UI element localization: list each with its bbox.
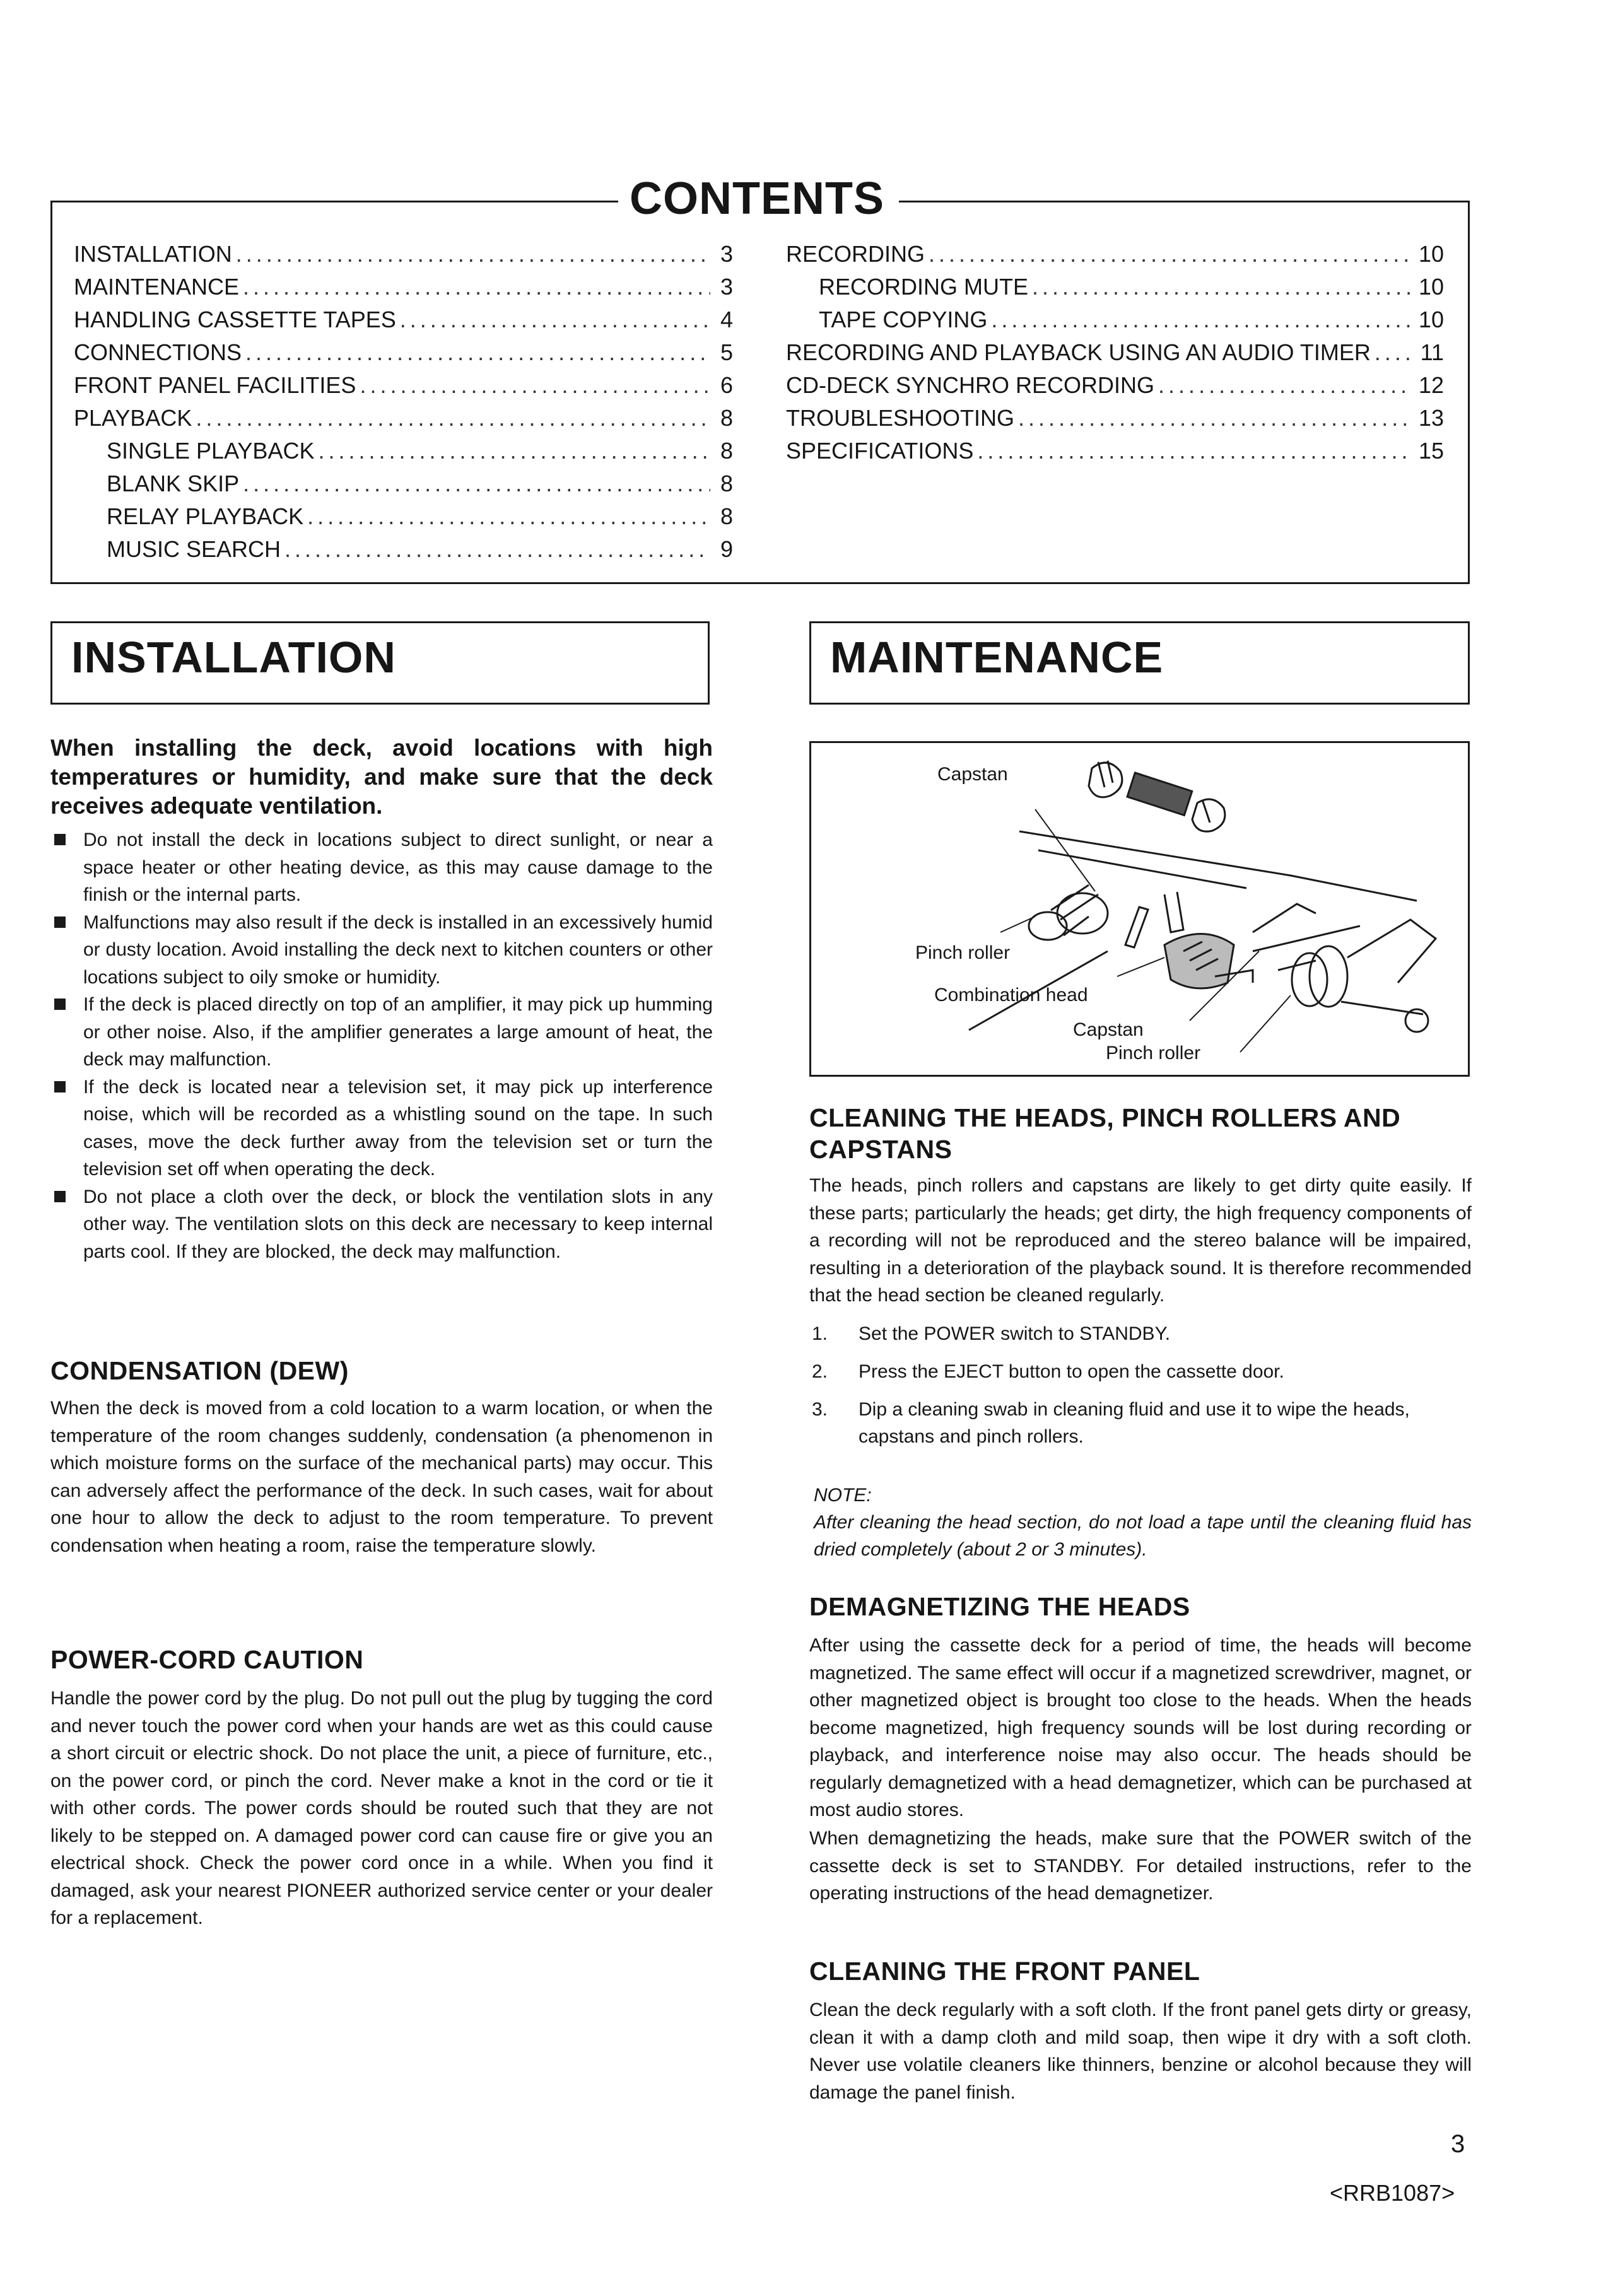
- toc-leader-dots: [245, 336, 710, 369]
- label-capstan-bottom: Capstan: [1073, 1019, 1144, 1040]
- note-label: NOTE:: [814, 1485, 872, 1506]
- toc-entry: [819, 271, 1444, 303]
- bullet-text: If the deck is placed directly on top of an amplifier, it may pick up humming or other noise. Also, if the amplifier generates a large amount of heat, the deck may malfunction.: [83, 994, 713, 1070]
- page-number: 3: [1451, 2130, 1465, 2158]
- toc-entry-page: 15: [1418, 438, 1444, 464]
- toc-entry-page: 8: [720, 471, 733, 496]
- label-combination-head: Combination head: [934, 985, 1088, 1005]
- toc-entry: [74, 369, 733, 402]
- toc-entry-label: SINGLE PLAYBACK: [107, 438, 315, 464]
- installation-bullets: [50, 826, 713, 1265]
- toc-entry: [786, 435, 1444, 467]
- step-number: 1.: [812, 1323, 828, 1344]
- step-text: Press the EJECT button to open the cassette door.: [859, 1361, 1284, 1382]
- toc-entry-label: PLAYBACK: [74, 405, 192, 431]
- toc-entry: [107, 435, 733, 467]
- toc-leader-dots: [236, 238, 710, 271]
- toc-leader-dots: [400, 303, 710, 336]
- bullet-item: [50, 909, 713, 992]
- toc-entry-page: 3: [720, 274, 733, 300]
- toc-entry: [786, 336, 1444, 369]
- label-pinch-roller-left: Pinch roller: [915, 942, 1011, 963]
- toc-entry: [74, 402, 733, 435]
- front-panel-heading: CLEANING THE FRONT PANEL: [809, 1957, 1200, 1986]
- label-pinch-roller-bottom: Pinch roller: [1106, 1043, 1201, 1063]
- toc-leader-dots: [284, 533, 710, 566]
- bullet-text: Do not install the deck in locations subject to direct sunlight, or near a space heater or other heating device, as this may cause damage to the finish or the internal parts.: [83, 829, 713, 905]
- condensation-text: When the deck is moved from a cold location to a warm location, or when the temperature of the room changes suddenly, condensation (a phenomenon in which moisture forms on the surface of the mechanical parts) may occur. This can adversely affect the performance of the deck. In such cases, wait for about one hour to allow the deck to adjust to the room temperature. To prevent condensation when heating a room, raise the temperature slowly.: [50, 1398, 713, 1556]
- toc-entry: [74, 271, 733, 303]
- bullet-square-icon: [54, 1081, 66, 1092]
- toc-entry: [74, 336, 733, 369]
- document-code: <RRB1087>: [1330, 2180, 1455, 2206]
- cleaning-text: The heads, pinch rollers and capstans are likely to get dirty quite easily. If these parts; particularly the heads; get dirty, the high frequency components of a recording will not be reproduced and the stereo balance will be impaired, resulting in a deterioration of the playback sound. It is therefore recommended that the head section be cleaned regularly.: [809, 1175, 1472, 1306]
- toc-entry-page: 12: [1418, 372, 1444, 398]
- bullet-item: [50, 826, 713, 909]
- power-cord-text: Handle the power cord by the plug. Do not pull out the plug by tugging the cord and never touch the power cord when your hands are wet as this could cause a short circuit or electric shock. Do not place the unit, a piece of furniture, etc., on the power cord, or pinch the cord. Never make a knot in the cord or tie it with other cords. The power cords should be routed such that they are not likely to be stepped on. A damaged power cord can cause fire or give you an electrical shock. Check the power cord once in a while. When you find it damaged, ask your nearest PIONEER authorized service center or your dealer for a replacement.: [50, 1688, 713, 1928]
- toc-entry: [107, 533, 733, 566]
- bullet-item: [50, 991, 713, 1074]
- bullet-square-icon: [54, 917, 66, 928]
- toc-entry-page: 3: [720, 241, 733, 267]
- demagnetizing-text-2: When demagnetizing the heads, make sure that the POWER switch of the cassette deck is set to STANDBY. For detailed instructions, refer to the operating instructions of the head demagnetizer.: [809, 1828, 1472, 1904]
- toc-entry-label: RECORDING AND PLAYBACK USING AN AUDIO TIMER: [786, 339, 1371, 365]
- toc-entry-page: 6: [720, 372, 733, 398]
- installation-header-box: [50, 621, 710, 705]
- cleaning-steps: [809, 1320, 1472, 1461]
- toc-leader-dots: [318, 435, 710, 467]
- condensation-heading: CONDENSATION (DEW): [50, 1356, 349, 1385]
- step-number: 3.: [812, 1399, 828, 1420]
- installation-title: INSTALLATION: [71, 633, 396, 682]
- toc-leader-dots: [1018, 402, 1411, 435]
- toc-entry-label: FRONT PANEL FACILITIES: [74, 372, 356, 398]
- toc-entry-label: TROUBLESHOOTING: [786, 405, 1015, 431]
- toc-entry-page: 8: [720, 405, 733, 431]
- bullet-square-icon: [54, 999, 66, 1010]
- toc-entry: [107, 467, 733, 500]
- toc-entry-page: 10: [1418, 307, 1444, 332]
- bullet-text: If the deck is located near a television set, it may pick up interference noise, which will be recorded as a whistling sound on the tape. In such cases, move the deck further away from the television set or turn the television set off when operating the deck.: [83, 1076, 713, 1180]
- front-panel-text: Clean the deck regularly with a soft cloth. If the front panel gets dirty or greasy, clean it with a damp cloth and mild soap, then wipe it dry with a soft cloth. Never use volatile cleaners like thinners, benzine or alcohol because they will damage the panel finish.: [809, 2000, 1472, 2103]
- step-text: Dip a cleaning swab in cleaning fluid and use it to wipe the heads, capstans and pinch rollers.: [859, 1399, 1410, 1447]
- toc-entry-page: 5: [720, 339, 733, 365]
- step-text: Set the POWER switch to STANDBY.: [859, 1323, 1171, 1344]
- toc-entry-label: RECORDING MUTE: [819, 274, 1028, 300]
- toc-leader-dots: [307, 500, 710, 533]
- demagnetizing-text-1: After using the cassette deck for a period of time, the heads will become magnetized. The same effect will occur if a magnetized screwdriver, magnet, or other magnetized object is brought too close to the heads. When the heads become magnetized, high frequency sounds will be lost during recording or playback, and interference noise may also occur. The heads should be regularly demagnetized with a head demagnetizer, which can be purchased at most audio stores.: [809, 1635, 1472, 1820]
- toc-leader-dots: [243, 271, 710, 303]
- toc-leader-dots: [196, 402, 710, 435]
- toc-entry-page: 13: [1418, 405, 1444, 431]
- power-cord-heading: POWER-CORD CAUTION: [50, 1645, 364, 1674]
- note-text: After cleaning the head section, do not load a tape until the cleaning fluid has dried completely (about 2 or 3 minutes).: [814, 1512, 1472, 1560]
- toc-entry-page: 9: [720, 536, 733, 562]
- toc-entry-label: MUSIC SEARCH: [107, 536, 281, 562]
- bullet-text: Do not place a cloth over the deck, or block the ventilation slots in any other way. The ventilation slots on this deck are necessary to keep internal parts cool. If they are blocked, the deck may malfunction.: [83, 1186, 713, 1262]
- toc-leader-dots: [929, 238, 1411, 271]
- toc-entry: [74, 303, 733, 336]
- toc-leader-dots: [991, 303, 1411, 336]
- toc-entry: [107, 500, 733, 533]
- toc-leader-dots: [1032, 271, 1411, 303]
- toc-entry-label: INSTALLATION: [74, 241, 232, 267]
- toc-entry-page: 10: [1418, 274, 1444, 300]
- bullet-square-icon: [54, 1191, 66, 1202]
- step-number: 2.: [812, 1361, 828, 1382]
- toc-entry: [819, 303, 1444, 336]
- toc-entry-page: 8: [720, 438, 733, 464]
- step-item: [809, 1358, 1472, 1385]
- installation-lead: When installing the deck, avoid locations with high temperatures or humidity, and make sure that the deck receives adequate ventilation.: [50, 735, 713, 819]
- toc-leader-dots: [1158, 369, 1411, 402]
- toc-entry-label: SPECIFICATIONS: [786, 438, 974, 464]
- toc-leader-dots: [1375, 336, 1411, 369]
- contents-title: CONTENTS: [630, 173, 884, 224]
- toc-entry-page: 11: [1420, 339, 1444, 365]
- toc-entry-page: 4: [720, 307, 733, 332]
- toc-entry: [74, 238, 733, 271]
- toc-entry: [786, 369, 1444, 402]
- demagnetizing-heading: DEMAGNETIZING THE HEADS: [809, 1592, 1190, 1621]
- toc-entry-label: CONNECTIONS: [74, 339, 242, 365]
- toc-entry: [786, 238, 1444, 271]
- toc-entry-label: CD-DECK SYNCHRO RECORDING: [786, 372, 1155, 398]
- maintenance-title: MAINTENANCE: [830, 633, 1164, 682]
- toc-entry-label: MAINTENANCE: [74, 274, 240, 300]
- maintenance-header-box: [809, 621, 1470, 705]
- toc-leader-dots: [360, 369, 710, 402]
- bullet-text: Malfunctions may also result if the deck is installed in an excessively humid or dusty location. Avoid installing the deck next to kitchen counters or other locations subject to oily smoke or humidity.: [83, 911, 713, 988]
- bullet-square-icon: [54, 834, 66, 845]
- toc-entry-page: 8: [720, 503, 733, 529]
- toc-leader-dots: [243, 467, 710, 500]
- toc-entry-label: HANDLING CASSETTE TAPES: [74, 307, 396, 332]
- toc-entry-label: RECORDING: [786, 241, 925, 267]
- toc-entry-label: BLANK SKIP: [107, 471, 240, 496]
- head-diagram: [809, 741, 1470, 1077]
- label-capstan-top: Capstan: [937, 764, 1008, 785]
- toc-entry: [786, 402, 1444, 435]
- toc-entry-page: 10: [1418, 241, 1444, 267]
- step-item: [809, 1396, 1472, 1450]
- toc-entry-label: RELAY PLAYBACK: [107, 503, 304, 529]
- toc-leader-dots: [977, 435, 1411, 467]
- toc-entry-label: TAPE COPYING: [819, 307, 988, 332]
- bullet-item: [50, 1074, 713, 1183]
- step-item: [809, 1320, 1472, 1347]
- cleaning-heading: CLEANING THE HEADS, PINCH ROLLERS AND CAPSTANS: [809, 1103, 1401, 1164]
- bullet-item: [50, 1183, 713, 1266]
